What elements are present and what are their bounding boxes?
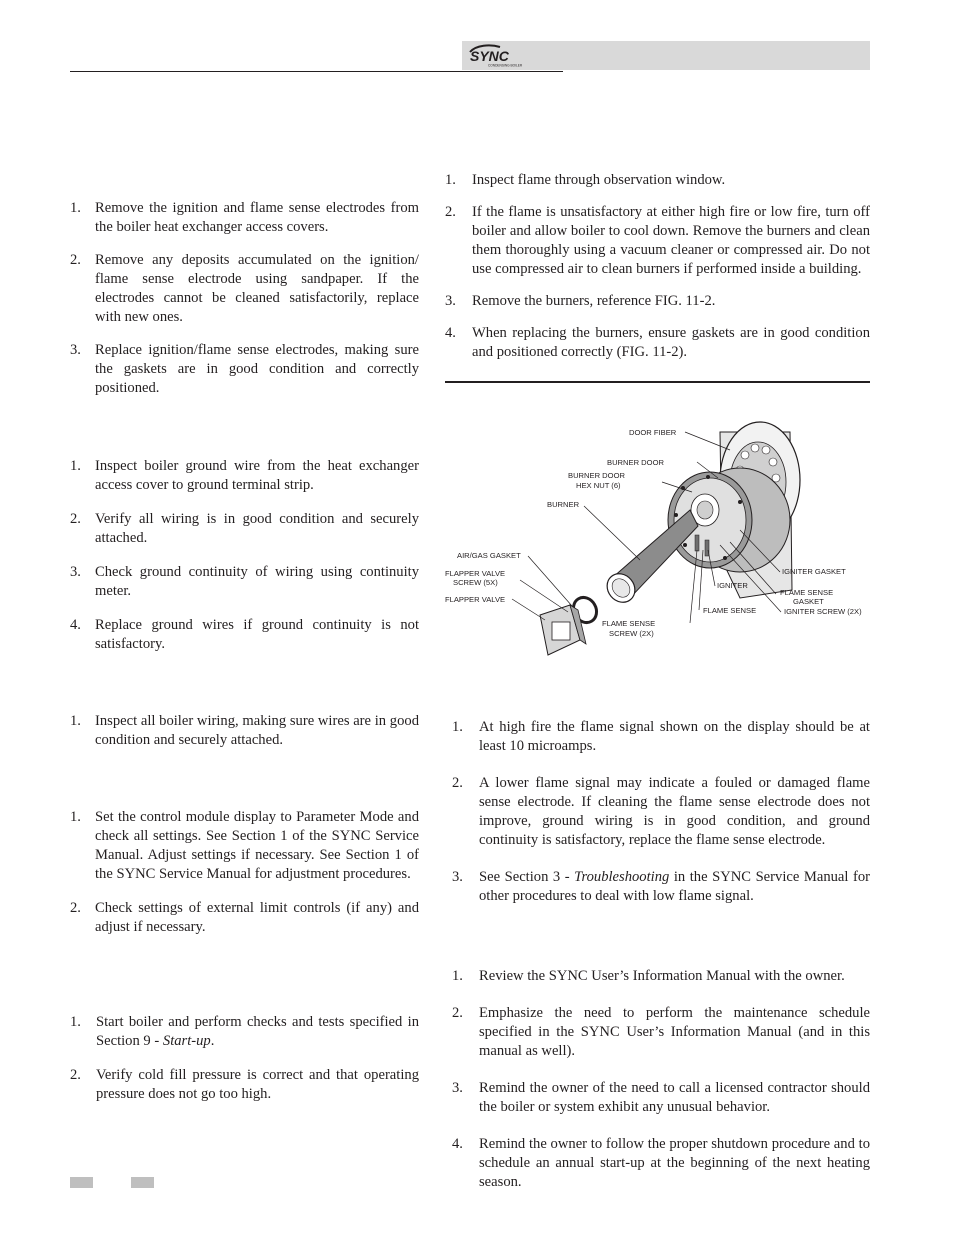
list-item: 4. When replacing the burners, ensure gaskets are in good condition and positioned correctly (FIG. 11-2). — [445, 325, 870, 360]
list-item: 4. Replace ground wires if ground continuity is not satisfactory. — [70, 617, 419, 652]
list-item: 1. Remove the ignition and flame sense electrodes from the boiler heat exchanger access covers. — [70, 200, 419, 235]
burner-assembly-figure — [440, 410, 875, 670]
label-burner: BURNER — [547, 500, 580, 509]
label-flapper-valve: FLAPPER VALVE — [445, 595, 506, 604]
list-item: 2. Emphasize the need to perform the maintenance schedule specified in the SYNC User’s Information Manual (and in this manual as well). — [452, 1005, 870, 1059]
list-item: 3. Check ground continuity of wiring using continuity meter. — [70, 564, 419, 599]
list-item: 2. If the flame is unsatisfactory at either high fire or low fire, turn off boiler and allow boiler to cool down. Remove the burners and clean them thoroughly using a vacuum cleaner or compressed air. Do not use compressed air to clean burners if performed inside a building. — [445, 204, 870, 277]
list-item: 2. A lower flame signal may indicate a fouled or damaged flame sense electrode. If cleaning the flame sense electrode does not improve, ground wiring is in good condition, and ground continuity is satisfactory, replace the flame sense electrode. — [452, 775, 870, 848]
label-burner-door-hex-nut: HEX NUT (6) — [576, 481, 621, 490]
flapper-valve-illustration — [540, 593, 601, 655]
label-igniter-gasket: IGNITER GASKET — [782, 567, 846, 576]
list-item: 3. Replace ignition/flame sense electrodes, making sure the gaskets are in good condition and correctly positioned. — [70, 342, 419, 396]
label-igniter-screw: IGNITER SCREW (2X) — [784, 607, 862, 616]
label-flapper-valve-screw: FLAPPER VALVE — [445, 569, 506, 578]
owner-list — [452, 967, 870, 1192]
footer-tab-right — [131, 1177, 154, 1188]
section-rule — [445, 381, 870, 383]
list-item: 1. Inspect all boiler wiring, making sure wires are in good condition and securely attached. — [70, 713, 419, 748]
label-flame-sense-screw: FLAME SENSE — [602, 619, 656, 628]
list-item: 3. Remove the burners, reference FIG. 11-2. — [445, 293, 716, 309]
label-burner-door: BURNER DOOR — [607, 458, 664, 467]
label-flapper-valve-screw: SCREW (5X) — [453, 578, 498, 587]
wiring-list — [70, 712, 419, 750]
footer-tab-left — [70, 1177, 93, 1188]
label-flame-sense: FLAME SENSE — [703, 606, 757, 615]
list-item: 1. At high fire the flame signal shown on the display should be at least 10 microamps. — [452, 719, 870, 754]
list-item: 1. Inspect boiler ground wire from the heat exchanger access cover to ground terminal strip. — [70, 458, 419, 493]
ground-list — [70, 457, 419, 654]
burner-list — [445, 171, 870, 362]
settings-list — [70, 808, 419, 937]
startup-list — [70, 1013, 419, 1104]
logo-subtext: CONDENSING BOILER — [488, 63, 523, 68]
label-burner-door-hex-nut: BURNER DOOR — [568, 471, 625, 480]
burner-tube-illustration — [601, 510, 698, 608]
list-item: 2. Verify all wiring is in good condition and securely attached. — [70, 511, 419, 546]
list-item: 3. Remind the owner of the need to call a licensed contractor should the boiler or system exhibit any unusual behavior. — [452, 1080, 870, 1115]
list-item: 2. Verify cold fill pressure is correct and that operating pressure does not go too high. — [70, 1067, 419, 1102]
list-item: 1. Start boiler and perform checks and tests specified in Section 9 - Start-up. — [70, 1014, 419, 1049]
label-air-gas-gasket: AIR/GAS GASKET — [457, 551, 521, 560]
list-item: 2. Check settings of external limit controls (if any) and adjust if necessary. — [70, 900, 419, 935]
label-door-fiber: DOOR FIBER — [629, 428, 677, 437]
label-flame-sense-gasket: FLAME SENSE — [780, 588, 834, 597]
list-item: 3. See Section 3 - Troubleshooting in the SYNC Service Manual for other procedures to deal with low flame signal. — [452, 869, 870, 904]
list-item: 4. Remind the owner to follow the proper shutdown procedure and to schedule an annual start-up at the beginning of the next heating season. — [452, 1136, 870, 1190]
header-rule — [70, 71, 563, 72]
flame-signal-list — [452, 718, 870, 906]
list-item: 1. Set the control module display to Parameter Mode and check all settings. See Section 1 of the SYNC Service Manual. Adjust settings if necessary. See Section 1 of the SYNC Service Manual for adjustment procedures. — [70, 809, 419, 882]
list-item: 1. Review the SYNC User’s Information Manual with the owner. — [452, 968, 845, 984]
electrode-list — [70, 199, 419, 398]
sync-logo — [466, 42, 528, 68]
list-item: 1. Inspect flame through observation window. — [445, 172, 726, 188]
label-flame-sense-gasket: GASKET — [793, 597, 824, 606]
list-item: 2. Remove any deposits accumulated on the ignition/ flame sense electrode using sandpaper. If the electrodes cannot be cleaned satisfactorily, replace with new ones. — [70, 252, 419, 325]
label-igniter: IGNITER — [717, 581, 748, 590]
label-flame-sense-screw: SCREW (2X) — [609, 629, 654, 638]
logo-text: SYNC — [470, 48, 509, 64]
